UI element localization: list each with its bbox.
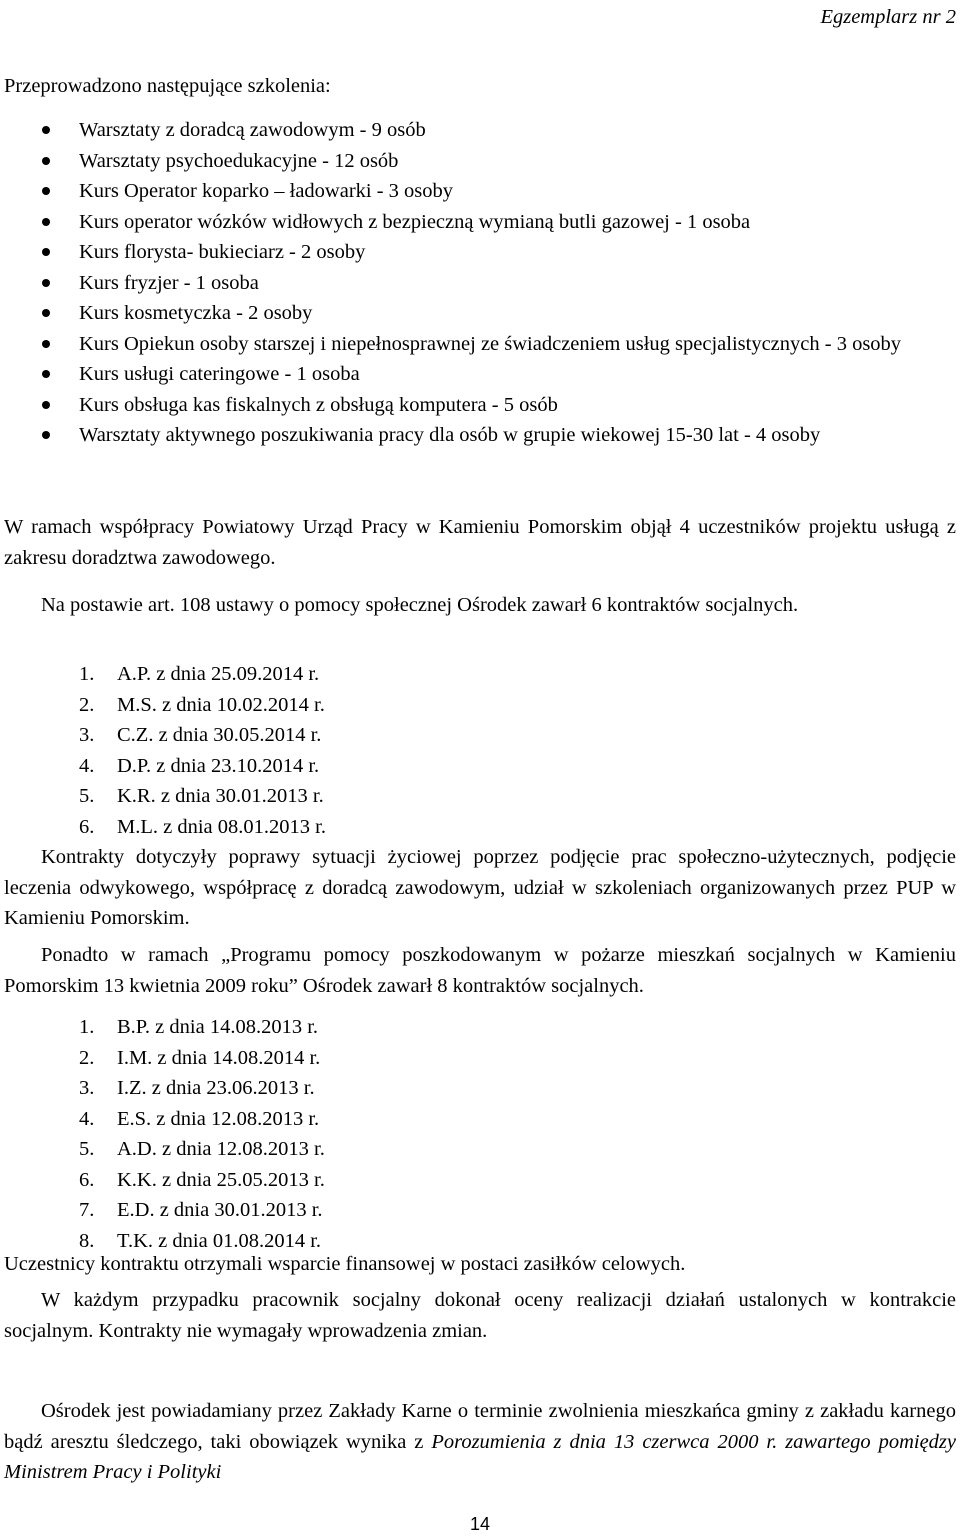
- training-item: Kurs kosmetyczka - 2 osoby: [4, 298, 956, 329]
- contracts-topics-paragraph: Kontrakty dotyczyły poprawy sytuacji życiowej poprzez podjęcie prac społeczno-użytecznych, podjęcie leczenia odwykowego, współpracę z doradcą zawodowym, udział w szkoleniach organizowanych przez PUP w Kamieniu Pomorskim.: [4, 846, 956, 929]
- contract-item: [4, 812, 326, 843]
- contract-number: 4.: [79, 754, 95, 777]
- contracts-list-2: [4, 1012, 325, 1256]
- contract-text: I.M. z dnia 14.08.2014 r.: [117, 1046, 321, 1069]
- contract-number: 4.: [79, 1107, 95, 1130]
- training-item: Kurs florysta- bukieciarz - 2 osoby: [4, 237, 956, 268]
- contract-text: I.Z. z dnia 23.06.2013 r.: [117, 1077, 315, 1099]
- contract-text: K.K. z dnia 25.05.2013 r.: [117, 1168, 325, 1191]
- contract-text: B.P. z dnia 14.08.2013 r.: [117, 1016, 319, 1038]
- contract-number: 6.: [79, 1168, 95, 1191]
- contracts-list-1: [4, 659, 326, 842]
- training-item: Warsztaty aktywnego poszukiwania pracy dla osób w grupie wiekowej 15-30 lat - 4 osoby: [4, 420, 956, 451]
- page-number: 14: [469, 1514, 491, 1534]
- training-item: Warsztaty z doradcą zawodowym - 9 osób: [4, 115, 956, 146]
- contract-item: [4, 1012, 325, 1043]
- contract-item: [4, 751, 326, 782]
- contract-number: 1.: [79, 663, 95, 685]
- contract-number: 3.: [79, 724, 95, 746]
- copy-number-note: Egzemplarz nr 2: [820, 6, 956, 28]
- fire-program-paragraph: Ponadto w ramach „Programu pomocy poszkodowanym w pożarze mieszkań socjalnych w Kamieniu Pomorskim 13 kwietnia 2009 roku” Ośrodek zawarł 8 kontraktów socjalnych.: [4, 944, 956, 997]
- contract-number: 5.: [79, 785, 95, 807]
- contract-text: E.D. z dnia 30.01.2013 r.: [117, 1199, 323, 1221]
- training-item: Kurs Opiekun osoby starszej i niepełnosprawnej ze świadczeniem usług specjalistycznych - 3 osoby: [4, 329, 956, 360]
- training-item: Kurs obsługa kas fiskalnych z obsługą komputera - 5 osób: [4, 390, 956, 421]
- contract-text: E.S. z dnia 12.08.2013 r.: [117, 1107, 320, 1130]
- contract-number: 8.: [79, 1229, 95, 1252]
- contract-number: 1.: [79, 1016, 95, 1038]
- contract-item: [4, 1073, 325, 1104]
- contract-number: 2.: [79, 693, 95, 716]
- contract-text: D.P. z dnia 23.10.2014 r.: [117, 754, 320, 777]
- contract-item: [4, 1134, 325, 1165]
- contract-text: M.S. z dnia 10.02.2014 r.: [117, 693, 325, 716]
- evaluation-paragraph: W każdym przypadku pracownik socjalny dokonał oceny realizacji działań ustalonych w kontrakcie socjalnym. Kontrakty nie wymagały wprowadzenia zmian.: [4, 1289, 956, 1342]
- closing-paragraph-text: Ośrodek jest powiadamiany przez Zakłady Karne o terminie zwolnienia mieszkańca gminy z zakładu karnego bądź aresztu śledczego, taki obowiązek wynika z: [4, 1400, 956, 1453]
- contract-text: T.K. z dnia 01.08.2014 r.: [117, 1229, 322, 1252]
- training-item: Kurs operator wózków widłowych z bezpieczną wymianą butli gazowej - 1 osoba: [4, 207, 956, 238]
- contract-number: 5.: [79, 1138, 95, 1160]
- agreement-reference: Porozumienia z dnia 13 czerwca 2000 r. zawartego pomiędzy Ministrem Pracy i Polityki: [4, 1430, 956, 1483]
- contract-item: [4, 659, 326, 690]
- contract-number: 2.: [79, 1046, 95, 1069]
- training-item: Kurs fryzjer - 1 osoba: [4, 268, 956, 299]
- cooperation-paragraph: W ramach współpracy Powiatowy Urząd Pracy w Kamieniu Pomorskim objął 4 uczestników projektu usługą z zakresu doradztwa zawodowego.: [4, 516, 956, 569]
- closing-paragraph: [4, 1396, 956, 1488]
- contract-number: 3.: [79, 1077, 95, 1099]
- training-item: Warsztaty psychoedukacyjne - 12 osób: [4, 146, 956, 177]
- contract-item: [4, 1165, 325, 1196]
- contract-number: 7.: [79, 1199, 95, 1221]
- training-item: Kurs Operator koparko – ładowarki - 3 osoby: [4, 176, 956, 207]
- contract-text: C.Z. z dnia 30.05.2014 r.: [117, 724, 322, 746]
- contract-number: 6.: [79, 815, 95, 838]
- contracts-paragraph: Na postawie art. 108 ustawy o pomocy społecznej Ośrodek zawarł 6 kontraktów socjalnych.: [41, 594, 799, 616]
- trainings-intro: Przeprowadzono następujące szkolenia:: [4, 75, 331, 97]
- contract-text: A.P. z dnia 25.09.2014 r.: [117, 663, 320, 685]
- contract-item: [4, 690, 326, 721]
- contract-text: M.L. z dnia 08.01.2013 r.: [117, 815, 326, 838]
- contract-text: K.R. z dnia 30.01.2013 r.: [117, 785, 324, 807]
- contract-item: [4, 1043, 325, 1074]
- contract-item: [4, 1104, 325, 1135]
- contract-text: A.D. z dnia 12.08.2013 r.: [117, 1138, 325, 1160]
- contract-item: [4, 1195, 325, 1226]
- support-paragraph: Uczestnicy kontraktu otrzymali wsparcie finansowej w postaci zasiłków celowych.: [4, 1253, 686, 1275]
- training-item: Kurs usługi cateringowe - 1 osoba: [4, 359, 956, 390]
- contract-item: [4, 720, 326, 751]
- trainings-list: [4, 115, 956, 451]
- contract-item: [4, 781, 326, 812]
